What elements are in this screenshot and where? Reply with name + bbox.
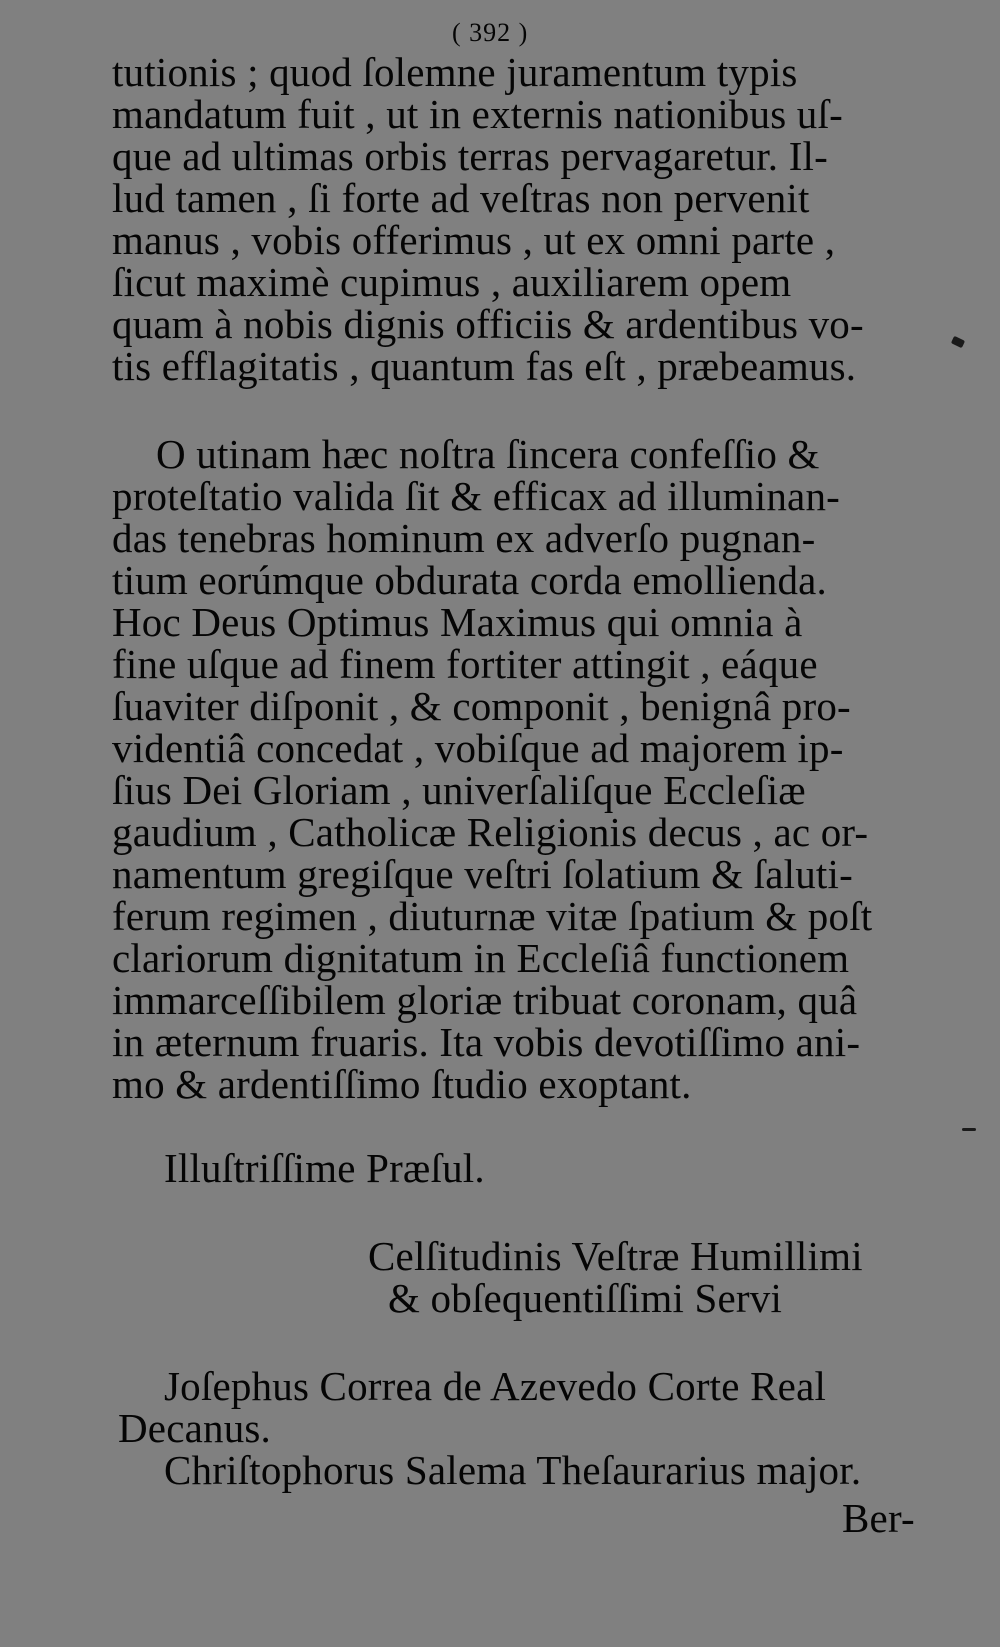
margin-speck — [951, 336, 965, 348]
text-line: ſicut maximè cupimus , auxiliarem opem — [112, 259, 792, 305]
text-line: das tenebras hominum ex adverſo pugnan- — [112, 515, 816, 561]
text-line: que ad ultimas orbis terras pervagaretur. Il- — [112, 133, 828, 179]
text-line: tis efflagitatis , quantum fas eſt , præbeamus. — [112, 343, 857, 389]
signatory-line: Chriſtophorus Salema Theſaurarius major. — [164, 1447, 862, 1493]
text-line: ferum regimen , diuturnæ vitæ ſpatium & poſt — [112, 893, 873, 939]
closing-line: & obſequentiſſimi Servi — [388, 1275, 783, 1321]
text-line: videntiâ concedat , vobiſque ad majorem ip- — [112, 725, 844, 771]
closing-line: Celſitudinis Veſtræ Humillimi — [368, 1233, 863, 1279]
text-line: immarceſſibilem gloriæ tribuat coronam, quâ — [112, 977, 858, 1023]
text-line: gaudium , Catholicæ Religionis decus , ac or- — [112, 809, 869, 855]
text-line: tutionis ; quod ſolemne juramentum typis — [112, 49, 798, 95]
text-line: ſuaviter diſponit , & componit , benignâ pro- — [112, 683, 851, 729]
catchword: Ber- — [842, 1495, 915, 1541]
text-line: fine uſque ad finem fortiter attingit , eáque — [112, 641, 818, 687]
text-line: manus , vobis offerimus , ut ex omni parte , — [112, 217, 836, 263]
page-number: ( 392 ) — [452, 18, 529, 47]
text-line: Hoc Deus Optimus Maximus qui omnia à — [112, 599, 803, 645]
text-line: clariorum dignitatum in Eccleſiâ functionem — [112, 935, 850, 981]
salutation: Illuſtriſſime Præſul. — [164, 1145, 485, 1191]
text-line: O utinam hæc noſtra ſincera confeſſio & — [156, 431, 820, 477]
signatory-line: Joſephus Correa de Azevedo Corte Real — [164, 1363, 827, 1409]
text-line: tium eorúmque obdurata corda emollienda. — [112, 557, 828, 603]
text-line: mo & ardentiſſimo ſtudio exoptant. — [112, 1061, 692, 1107]
text-line: proteſtatio valida ſit & efficax ad illuminan- — [112, 473, 841, 519]
text-line: quam à nobis dignis officiis & ardentibus vo- — [112, 301, 864, 347]
text-line: mandatum fuit , ut in externis nationibus uſ- — [112, 91, 843, 137]
signatory-line: Decanus. — [118, 1405, 272, 1451]
text-line: lud tamen , ſi forte ad veſtras non pervenit — [112, 175, 810, 221]
text-line: namentum gregiſque veſtri ſolatium & ſaluti- — [112, 851, 853, 897]
text-line: ſius Dei Gloriam , univerſaliſque Eccleſiæ — [112, 767, 806, 813]
margin-speck — [962, 1128, 976, 1131]
text-line: in æternum fruaris. Ita vobis devotiſſimo ani- — [112, 1019, 861, 1065]
